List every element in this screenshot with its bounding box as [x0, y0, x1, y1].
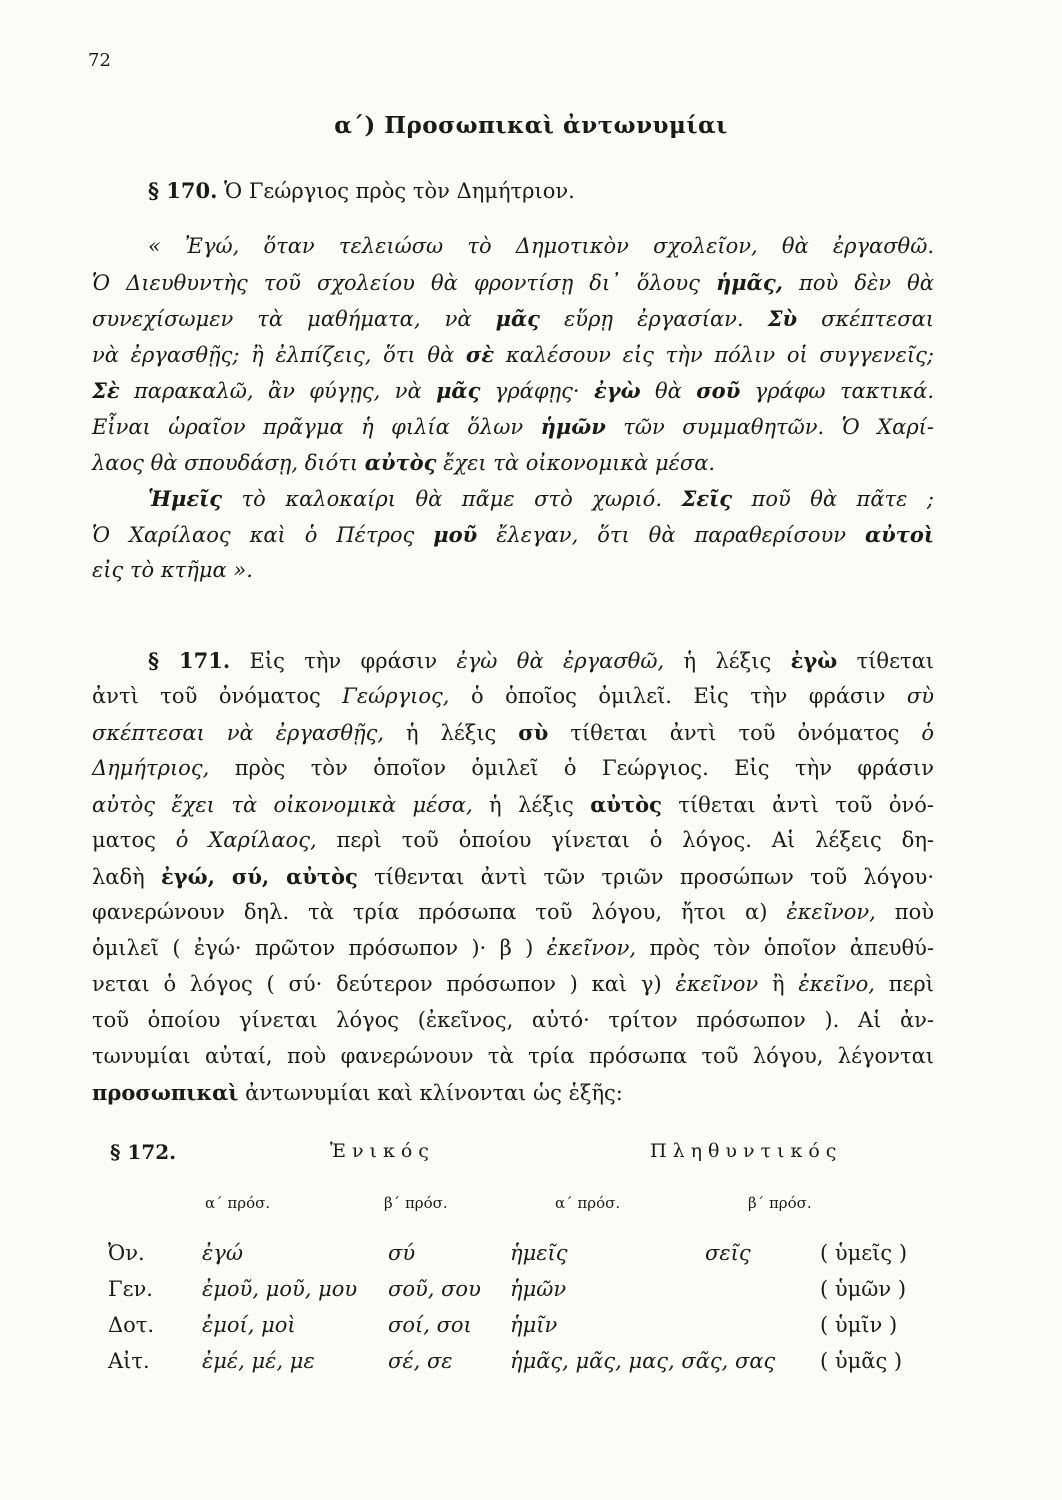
header-pl-2nd: β΄ πρόσ.	[748, 1194, 812, 1212]
form-pl-2nd-archaic: ( ὑμῶν )	[820, 1277, 907, 1301]
s171-line-7	[92, 866, 934, 888]
italic-phrase: ἐκεῖνο,	[798, 972, 875, 996]
bold-word: σὲ	[465, 342, 495, 367]
header-sg-1st: α΄ πρόσ.	[205, 1194, 271, 1212]
italic-phrase: ὁ	[921, 721, 934, 745]
italic-phrase: σκέπτεσαι νὰ ἐργασθῇς,	[92, 721, 385, 745]
bold-word: Σεῖς	[681, 486, 733, 511]
s172-marker: § 172.	[110, 1140, 177, 1164]
text: ποῦ θὰ πᾶτε ;	[732, 487, 934, 511]
bold-word: Ἡμεῖς	[148, 486, 223, 511]
italic-phrase: ὁ Χαρίλαος,	[175, 828, 317, 852]
text: συνεχίσωμεν τὰ μαθήματα, νὰ	[92, 307, 496, 331]
form-pl-1st: ἡμᾶς, μᾶς, μας, σᾶς, σας	[510, 1349, 776, 1373]
s170-line-7	[92, 452, 715, 474]
s171-line-2	[92, 686, 934, 707]
text: τίθενται ἀντὶ τῶν τριῶν προσώπων τοῦ λόγου·	[357, 865, 934, 889]
bold-word: ἡμῶν	[540, 414, 606, 439]
text: λαος θὰ σπουδάσῃ, διότι	[92, 451, 365, 475]
text: τωνυμίαι αὐταί, ποὺ φανερώνουν τὰ τρία πρόσωπα τοῦ λόγου, λέγονται	[92, 1044, 934, 1068]
text: λαδὴ	[92, 865, 162, 889]
form-pl-1st: ἡμεῖς	[510, 1241, 568, 1265]
text: τὸ καλοκαίρι θὰ πᾶμε στὸ χωριό.	[222, 487, 682, 511]
case-label: Αἰτ.	[108, 1349, 150, 1373]
text: τοῦ ὁποίου γίνεται λόγος (ἐκεῖνος, αὐτό· τρίτον πρόσωπον ). Αἱ ἀν-	[92, 1008, 934, 1032]
italic-phrase: Δημήτριος,	[92, 756, 210, 780]
bold-word: Σὺ	[767, 306, 798, 331]
s170-title-line	[148, 180, 575, 202]
text: φανερώνουν δηλ. τὰ τρία πρόσωπα τοῦ λόγου, ἤτοι α)	[92, 900, 787, 924]
text: γράφω τακτικά.	[740, 379, 934, 403]
header-sg-2nd: β΄ πρόσ.	[384, 1194, 448, 1212]
text: τῶν συμμαθητῶν. Ὁ Χαρί-	[605, 415, 934, 439]
text: σκέπτεσαι	[797, 307, 934, 331]
form-sg-1st: ἐγώ	[202, 1241, 243, 1265]
s171-line-4	[92, 758, 934, 779]
bold-word: προσωπικαὶ	[92, 1080, 239, 1105]
text: τίθεται	[837, 649, 934, 673]
section-heading: α΄) Προσωπικαὶ ἀντωνυμίαι	[334, 112, 728, 139]
text: « Ἐγώ, ὅταν τελειώσω τὸ Δημοτικὸν σχολεῖον, θὰ ἐργασθῶ.	[148, 234, 934, 258]
form-pl-1st: ἡμῖν	[510, 1313, 558, 1337]
bold-word: μοῦ	[433, 522, 478, 547]
case-label: Γεν.	[108, 1277, 153, 1301]
s171-line-9	[92, 938, 934, 959]
s170-line-3	[92, 308, 934, 330]
s170-line-2	[92, 272, 934, 294]
text: ὁ ὁποῖος ὁμιλεῖ. Εἰς τὴν φράσιν	[449, 684, 907, 708]
text: Ὁ Χαρίλαος καὶ ὁ Πέτρος	[92, 523, 434, 547]
s171-line-5	[92, 794, 934, 816]
bold-word: μᾶς	[495, 306, 540, 331]
form-pl-2nd-archaic: ( ὑμᾶς )	[820, 1349, 903, 1373]
text: πρὸς τὸν ὁποῖον ἀπευθύ-	[636, 936, 934, 960]
bold-word: μᾶς	[436, 378, 481, 403]
text: τίθεται ἀντὶ τοῦ ὀνόματος	[548, 721, 922, 745]
bold-word: ἐγὼ	[790, 648, 838, 673]
header-pl-1st: α΄ πρόσ.	[555, 1194, 621, 1212]
s171-marker: § 171.	[148, 648, 231, 673]
text: ἔλεγαν, ὅτι θὰ παραθερίσουν	[477, 523, 865, 547]
bold-word: σοῦ	[696, 378, 741, 403]
text: Εἶναι ὡραῖον πρᾶγμα ἡ φιλία ὅλων	[92, 415, 541, 439]
s171-line-12	[92, 1046, 934, 1067]
text: ἀντὶ τοῦ ὀνόματος	[92, 684, 343, 708]
text: περὶ	[874, 972, 934, 996]
text: περὶ τοῦ ὁποίου γίνεται ὁ λόγος. Αἱ λέξεις δη-	[316, 828, 934, 852]
italic-phrase: Γεώργιος,	[342, 684, 450, 708]
text: Εἰς τὴν φράσιν	[230, 649, 457, 673]
s170-line-5	[92, 380, 934, 402]
bold-word: ἐγὼ	[593, 378, 641, 403]
text: ἔχει τὰ οἰκονομικὰ μέσα.	[436, 451, 716, 475]
text: εἰς τὸ κτῆμα ».	[92, 558, 253, 582]
form-sg-1st: ἐμοῦ, μοῦ, μου	[202, 1277, 358, 1301]
s171-line-1	[148, 650, 934, 672]
italic-phrase: ἐκεῖνον,	[786, 900, 876, 924]
form-sg-2nd: σύ	[388, 1241, 416, 1265]
form-pl-1st: ἡμῶν	[510, 1277, 567, 1301]
s170-line-9	[92, 524, 934, 546]
bold-word: ἐγώ, σύ, αὐτὸς	[161, 864, 358, 889]
text: τίθεται ἀντὶ τοῦ ὀνό-	[661, 793, 934, 817]
form-pl-2nd-archaic: ( ὑμεῖς )	[820, 1241, 908, 1265]
s171-line-8	[92, 902, 934, 923]
s171-line-10	[92, 974, 934, 995]
s171-line-13	[92, 1082, 623, 1104]
text: ἢ	[758, 972, 799, 996]
form-sg-1st: ἐμοί, μοὶ	[202, 1313, 296, 1337]
text: νεται ὁ λόγος ( σύ· δεύτερον πρόσωπον ) καὶ γ)	[92, 972, 676, 996]
form-sg-2nd: σοί, σοι	[388, 1313, 472, 1337]
bold-word: αὐτοὶ	[864, 522, 934, 547]
form-sg-2nd: σέ, σε	[388, 1349, 453, 1373]
text: θὰ	[640, 379, 697, 403]
italic-phrase: ἐκεῖνον,	[546, 936, 637, 960]
text: νὰ ἐργασθῇς; ἢ ἐλπίζεις, ὅτι θὰ	[92, 343, 466, 367]
bold-word: Σὲ	[92, 378, 120, 403]
bold-word: αὐτὸς	[590, 792, 662, 817]
italic-phrase: ἐκεῖνον	[675, 972, 759, 996]
plural-label: Πληθυντικός	[650, 1140, 843, 1162]
case-label: Ὀν.	[108, 1241, 145, 1265]
italic-phrase: ἐγὼ θὰ ἐργασθῶ,	[456, 649, 665, 673]
s170-title: Ὁ Γεώργιος πρὸς τὸν Δημήτριον.	[217, 179, 575, 203]
s171-line-11	[92, 1010, 934, 1031]
text: ποὺ	[875, 900, 934, 924]
text: καλέσουν εἰς τὴν πόλιν οἱ συγγενεῖς;	[494, 343, 935, 367]
form-sg-2nd: σοῦ, σου	[388, 1277, 481, 1301]
case-label: Δοτ.	[108, 1313, 155, 1337]
s171-line-3	[92, 722, 934, 744]
s170-line-1	[148, 236, 934, 257]
singular-label: Ἑνικός	[330, 1140, 435, 1162]
text: εὕρῃ ἐργασίαν.	[539, 307, 768, 331]
form-pl-2nd: σεῖς	[705, 1241, 751, 1265]
bold-word: αὐτὸς	[364, 450, 437, 475]
text: ματος	[92, 828, 176, 852]
bold-word: ἡμᾶς,	[716, 270, 783, 295]
s170-line-10	[92, 560, 253, 581]
text: γράφῃς·	[480, 379, 594, 403]
s170-line-6	[92, 416, 934, 438]
form-pl-2nd-archaic: ( ὑμῖν )	[820, 1313, 898, 1337]
form-sg-1st: ἐμέ, μέ, με	[202, 1349, 315, 1373]
page-number: 72	[88, 50, 111, 71]
text: Ὁ Διευθυντὴς τοῦ σχολείου θὰ φροντίσῃ δι᾽ ὅλους	[92, 271, 717, 295]
s170-line-4	[92, 344, 934, 366]
s170-line-8	[148, 488, 934, 510]
italic-phrase: σὺ	[906, 684, 934, 708]
text: ἡ λέξις	[664, 649, 791, 673]
text: ἡ λέξις	[384, 721, 519, 745]
italic-phrase: αὐτὸς ἔχει τὰ οἰκονομικὰ μέσα,	[92, 793, 473, 817]
text: παρακαλῶ, ἂν φύγῃς, νὰ	[119, 379, 437, 403]
s170-marker: § 170.	[148, 178, 218, 203]
text: ἡ λέξις	[472, 793, 591, 817]
text: πρὸς τὸν ὁποῖον ὁμιλεῖ ὁ Γεώργιος. Εἰς τὴν φράσιν	[209, 756, 934, 780]
bold-word: σὺ	[518, 720, 549, 745]
text: ὁμιλεῖ ( ἐγώ· πρῶτον πρόσωπον )· β )	[92, 936, 547, 960]
text: ἀντωνυμίαι καὶ κλίνονται ὡς ἑξῆς:	[238, 1081, 623, 1105]
text: ποὺ δὲν θὰ	[782, 271, 934, 295]
s171-line-6	[92, 830, 934, 851]
